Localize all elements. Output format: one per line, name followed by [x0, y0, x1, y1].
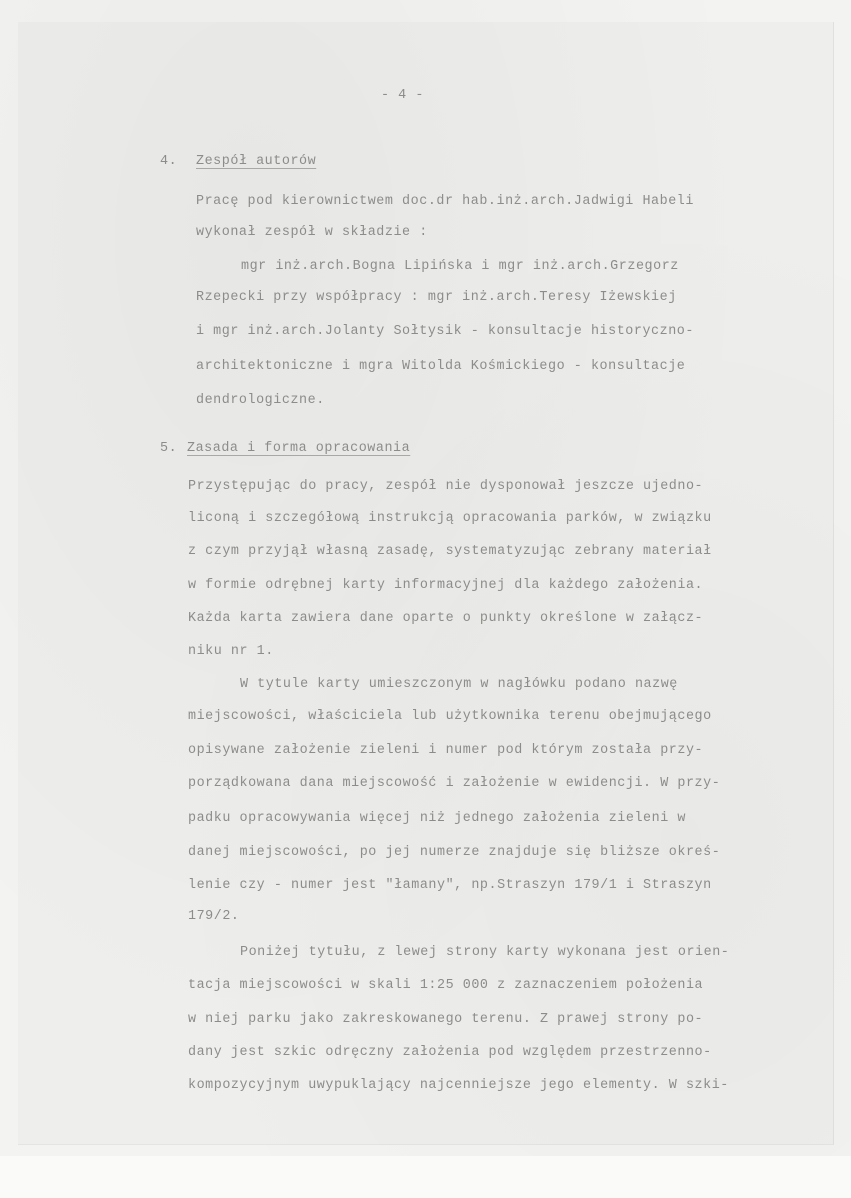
page-margin-bottom [0, 1156, 851, 1198]
text-line: padku opracowywania więcej niż jednego założenia zieleni w [188, 811, 686, 826]
text-line: mgr inż.arch.Bogna Lipińska i mgr inż.arch.Grzegorz [241, 259, 679, 274]
text-line: z czym przyjął własną zasadę, systematyzując zebrany materiał [188, 544, 712, 559]
text-line: Każda karta zawiera dane oparte o punkty określone w załącz- [188, 611, 704, 626]
section-5-number: 5. [160, 441, 178, 456]
text-line: kompozycyjnym uwypuklający najcenniejsze jego elementy. W szki- [188, 1078, 729, 1093]
section-4-number: 4. [160, 154, 178, 169]
text-line: w niej parku jako zakreskowanego terenu. Z prawej strony po- [188, 1012, 704, 1027]
page-number: - 4 - [381, 88, 424, 103]
text-line: miejscowości, właściciela lub użytkownika terenu obejmującego [188, 709, 712, 724]
text-line: architektoniczne i mgra Witolda Kośmickiego - konsultacje [196, 359, 686, 374]
text-line: Pracę pod kierownictwem doc.dr hab.inż.arch.Jadwigi Habeli [196, 194, 694, 209]
text-line: w formie odrębnej karty informacyjnej dla każdego założenia. [188, 578, 704, 593]
section-5-heading: Zasada i forma opracowania [187, 441, 411, 456]
text-line: porządkowana dana miejscowość i założenie w ewidencji. W przy- [188, 776, 721, 791]
text-line: i mgr inż.arch.Jolanty Sołtysik - konsultacje historyczno- [196, 324, 694, 339]
section-4-heading: Zespół autorów [196, 154, 317, 169]
text-line: niku nr 1. [188, 644, 274, 659]
text-line: wykonał zespół w składzie : [196, 225, 428, 240]
text-line: liconą i szczegółową instrukcją opracowania parków, w związku [188, 511, 712, 526]
text-line: tacja miejscowości w skali 1:25 000 z zaznaczeniem położenia [188, 978, 704, 993]
text-line: Przystępując do pracy, zespół nie dysponował jeszcze ujedno- [188, 479, 704, 494]
text-line: opisywane założenie zieleni i numer pod którym została przy- [188, 743, 704, 758]
text-line: danej miejscowości, po jej numerze znajduje się bliższe okreś- [188, 845, 721, 860]
text-line: Rzepecki przy współpracy : mgr inż.arch.Teresy Iżewskiej [196, 290, 677, 305]
text-line: 179/2. [188, 909, 240, 924]
text-line: dany jest szkic odręczny założenia pod względem przestrzenno- [188, 1045, 712, 1060]
text-line: Poniżej tytułu, z lewej strony karty wykonana jest orien- [240, 945, 730, 960]
text-line: W tytule karty umieszczonym w nagłówku podano nazwę [240, 677, 678, 692]
text-line: dendrologiczne. [196, 393, 325, 408]
text-line: lenie czy - numer jest "łamany", np.Straszyn 179/1 i Straszyn [188, 878, 712, 893]
